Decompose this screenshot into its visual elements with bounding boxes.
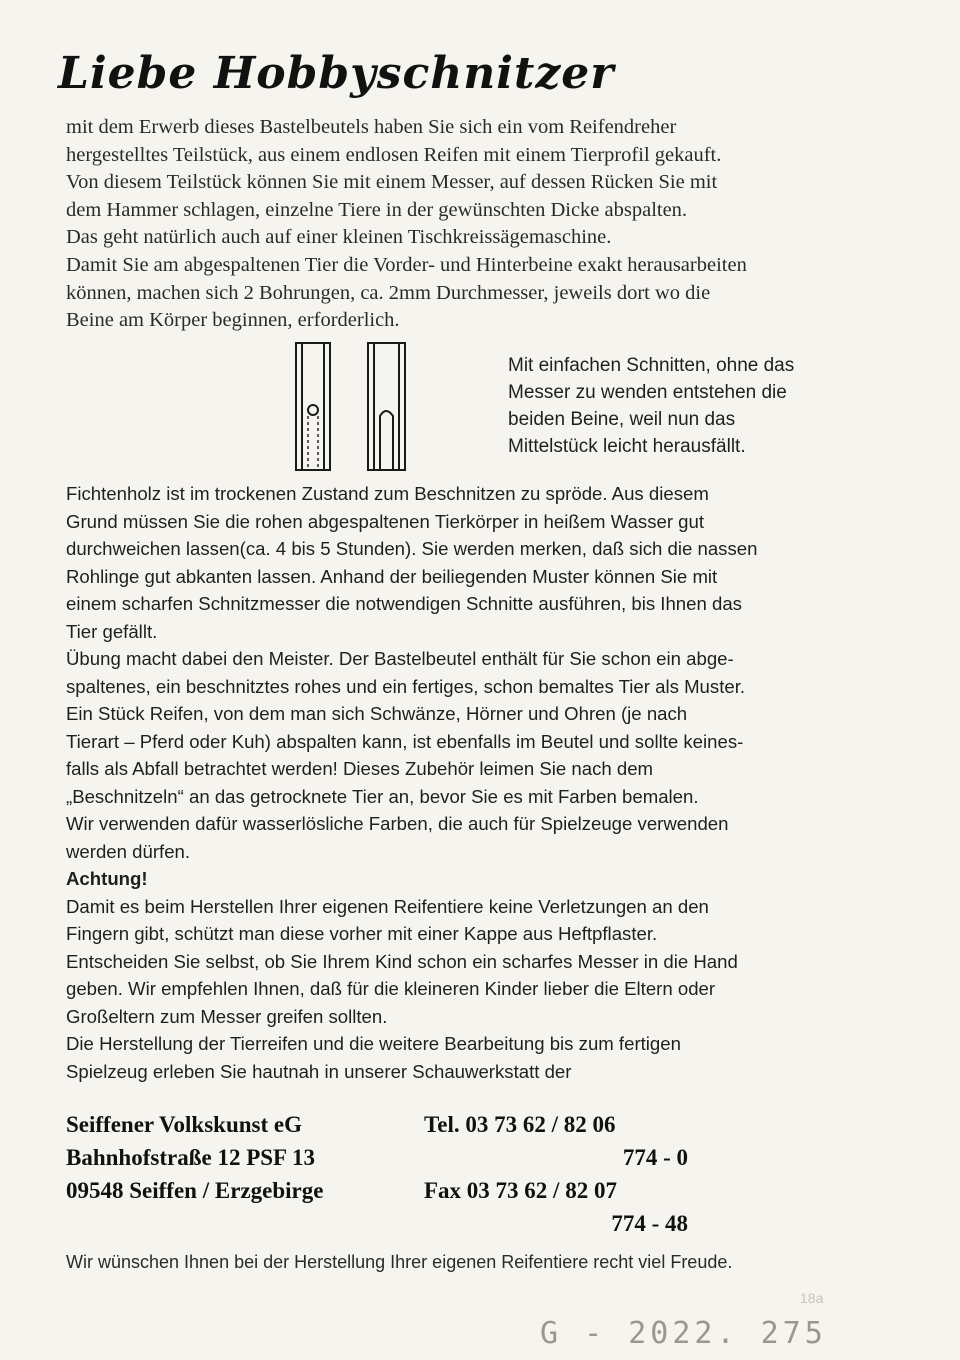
cutting-diagram bbox=[292, 340, 412, 475]
drilled-blank-illustration bbox=[296, 343, 330, 470]
city-address: 09548 Seiffen / Erzgebirge bbox=[66, 1178, 324, 1203]
text-line: Entscheiden Sie selbst, ob Sie Ihrem Kind schon ein scharfes Messer in die Hand bbox=[66, 950, 738, 972]
text-line: werden dürfen. bbox=[66, 840, 191, 862]
text-line: Tier gefällt. bbox=[66, 620, 158, 642]
text-line: Ein Stück Reifen, von dem man sich Schwänze, Hörner und Ohren (je nach bbox=[66, 703, 688, 724]
text-line: Großeltern zum Messer greifen sollten. bbox=[66, 1005, 388, 1027]
company-name: Seiffener Volkskunst eG bbox=[66, 1112, 303, 1137]
intro-paragraph bbox=[66, 114, 886, 335]
closing-text: Wir wünschen Ihnen bei der Herstellung Ihrer eigenen Reifentiere recht viel Freude. bbox=[66, 1252, 733, 1272]
text-line: hergestelltes Teilstück, aus einem endlosen Reifen mit einem Tierprofil gekauft. bbox=[66, 143, 722, 166]
text-line: Mittelstück leicht herausfällt. bbox=[508, 436, 746, 457]
text-line: „Beschnitzeln“ an das getrocknete Tier an, bevor Sie es mit Farben bemalen. bbox=[66, 785, 699, 807]
page-title: Liebe Hobbyschnitzer bbox=[58, 48, 615, 99]
text-line: Das geht natürlich auch auf einer kleinen Tischkreissägemaschine. bbox=[66, 226, 612, 249]
main-paragraph bbox=[66, 480, 896, 1085]
text-line: Von diesem Teilstück können Sie mit einem Messer, auf dessen Rücken Sie mit bbox=[66, 171, 718, 194]
phone-number: Tel. 03 73 62 / 82 06 bbox=[424, 1112, 616, 1137]
diagram-caption bbox=[508, 352, 888, 460]
fax-number: Fax 03 73 62 / 82 07 bbox=[424, 1178, 617, 1203]
closing-wish bbox=[66, 1252, 896, 1273]
warning-heading: Achtung! bbox=[66, 868, 148, 889]
fax-extension: 774 - 48 bbox=[611, 1211, 688, 1236]
archive-number: G - 2022. 275 bbox=[540, 1316, 827, 1351]
street-address: Bahnhofstraße 12 PSF 13 bbox=[66, 1145, 315, 1170]
text-line: spaltenes, ein beschnitztes rohes und ein fertiges, schon bemaltes Tier als Muster. bbox=[66, 675, 746, 697]
text-line: durchweichen lassen(ca. 4 bis 5 Stunden). Sie werden merken, daß sich die nassen bbox=[66, 538, 758, 559]
company-address bbox=[66, 1108, 323, 1207]
text-line: Die Herstellung der Tierreifen und die weitere Bearbeitung bis zum fertigen bbox=[66, 1033, 681, 1054]
text-line: können, machen sich 2 Bohrungen, ca. 2mm Durchmesser, jeweils dort wo die bbox=[66, 281, 711, 304]
text-line: beiden Beine, weil nun das bbox=[508, 409, 736, 430]
text-line: Damit es beim Herstellen Ihrer eigenen Reifentiere keine Verletzungen an den bbox=[66, 895, 709, 917]
text-line: Fingern gibt, schützt man diese vorher mit einer Kappe aus Heftpflaster. bbox=[66, 923, 658, 944]
text-line: einem scharfen Schnitzmesser die notwendigen Schnitte ausführen, bis Ihnen das bbox=[66, 593, 742, 614]
text-line: Grund müssen Sie die rohen abgespaltenen Tierkörper in heißem Wasser gut bbox=[66, 510, 705, 532]
text-line: Fichtenholz ist im trockenen Zustand zum Beschnitzen zu spröde. Aus diesem bbox=[66, 483, 709, 504]
text-line: Messer zu wenden entstehen die bbox=[508, 382, 787, 403]
contact-block bbox=[424, 1108, 704, 1240]
text-line: geben. Wir empfehlen Ihnen, daß für die kleineren Kinder lieber die Eltern oder bbox=[66, 978, 716, 999]
text-line: Wir verwenden dafür wasserlösliche Farben, die auch für Spielzeuge verwenden bbox=[66, 813, 729, 834]
text-line: Mit einfachen Schnitten, ohne das bbox=[508, 355, 795, 376]
text-line: Spielzeug erleben Sie hautnah in unserer Schauwerkstatt der bbox=[66, 1060, 572, 1082]
text-line: falls als Abfall betrachtet werden! Dieses Zubehör leimen Sie nach dem bbox=[66, 758, 654, 779]
faint-pencil-note: 18a bbox=[800, 1290, 824, 1306]
text-line: Beine am Körper beginnen, erforderlich. bbox=[66, 309, 400, 332]
text-line: Übung macht dabei den Meister. Der Bastelbeutel enthält für Sie schon ein abge- bbox=[66, 648, 734, 669]
text-line: dem Hammer schlagen, einzelne Tiere in der gewünschten Dicke abspalten. bbox=[66, 198, 688, 221]
text-line: mit dem Erwerb dieses Bastelbeutels haben Sie sich ein vom Reifendreher bbox=[66, 116, 677, 138]
text-line: Damit Sie am abgespaltenen Tier die Vorder- und Hinterbeine exakt herausarbeiten bbox=[66, 253, 747, 276]
text-line: Rohlinge gut abkanten lassen. Anhand der beiliegenden Muster können Sie mit bbox=[66, 565, 718, 587]
phone-extension: 774 - 0 bbox=[622, 1145, 688, 1170]
cut-legs-illustration bbox=[368, 343, 405, 470]
text-line: Tierart – Pferd oder Kuh) abspalten kann, ist ebenfalls im Beutel und sollte keines- bbox=[66, 730, 744, 752]
